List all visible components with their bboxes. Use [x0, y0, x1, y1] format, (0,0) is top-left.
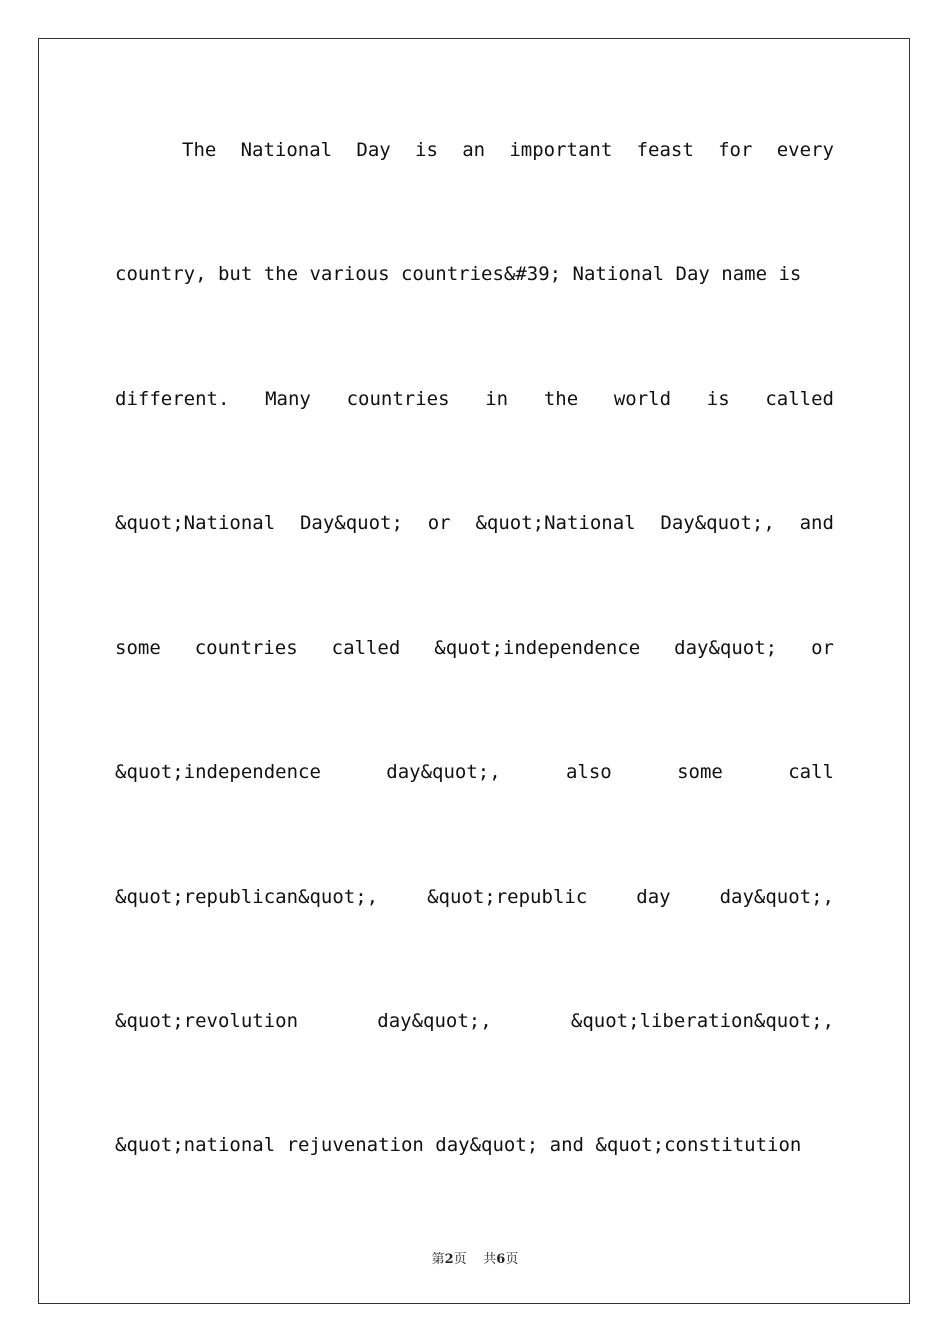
word: and — [799, 512, 834, 534]
total-suffix: 页 — [505, 1252, 519, 1267]
paragraph-line-9 — [115, 1130, 834, 1160]
word: in — [485, 388, 509, 410]
line-text: country, but the various countries&#39; National Day name is — [115, 263, 802, 285]
word: day&quot;, — [386, 761, 501, 783]
page-number: 2 — [444, 1252, 454, 1267]
paragraph-line-7 — [115, 882, 834, 912]
word: &quot;National — [115, 512, 276, 534]
paragraph-line-5 — [115, 633, 834, 663]
word: day — [636, 886, 671, 908]
word: &quot;independence — [434, 637, 641, 659]
word: different. — [115, 388, 230, 410]
paragraph-line-2 — [115, 259, 834, 289]
word: Many — [265, 388, 311, 410]
paragraph-line-4 — [115, 508, 834, 538]
word: some — [677, 761, 723, 783]
word: also — [565, 761, 612, 783]
word: is — [415, 139, 438, 161]
word: day&quot;, — [377, 1010, 492, 1032]
word: &quot;National — [475, 512, 636, 534]
total-prefix: 共 — [483, 1252, 497, 1267]
word: day&quot; — [674, 637, 778, 659]
word: or — [427, 512, 451, 534]
word: or — [811, 637, 834, 659]
word: countries — [346, 388, 450, 410]
word: important — [509, 139, 613, 161]
paragraph-line-1 — [182, 135, 834, 165]
line-text: &quot;national rejuvenation day&quot; and &quot;constitution — [115, 1134, 802, 1156]
paragraph-line-8 — [115, 1006, 834, 1036]
word: &quot;liberation&quot;, — [570, 1010, 834, 1032]
word: is — [706, 388, 730, 410]
word: some — [115, 637, 161, 659]
word: countries — [194, 637, 298, 659]
word: called — [765, 388, 834, 410]
word: &quot;independence — [115, 761, 321, 783]
word: every — [776, 139, 834, 161]
page-prefix: 第 — [431, 1252, 445, 1267]
paragraph-line-6 — [115, 757, 834, 787]
word: day&quot;, — [719, 886, 834, 908]
word: feast — [636, 139, 694, 161]
paragraph-line-3 — [115, 384, 834, 414]
word: called — [331, 637, 401, 659]
total-pages: 6 — [496, 1252, 506, 1267]
word: &quot;republic — [427, 886, 588, 908]
word: Day&quot;, — [660, 512, 775, 534]
word: Day&quot; — [299, 512, 403, 534]
word: for — [718, 139, 753, 161]
word: the — [543, 388, 579, 410]
word: National — [240, 139, 333, 161]
word: &quot;republican&quot;, — [115, 886, 379, 908]
page-border — [38, 38, 910, 1304]
word: an — [462, 139, 486, 161]
word: world — [613, 388, 672, 410]
page-suffix: 页 — [453, 1252, 467, 1267]
page-footer — [0, 1248, 950, 1267]
word: Day — [356, 139, 391, 161]
word: call — [788, 761, 834, 783]
word: The — [182, 139, 217, 161]
word: &quot;revolution — [115, 1010, 299, 1032]
